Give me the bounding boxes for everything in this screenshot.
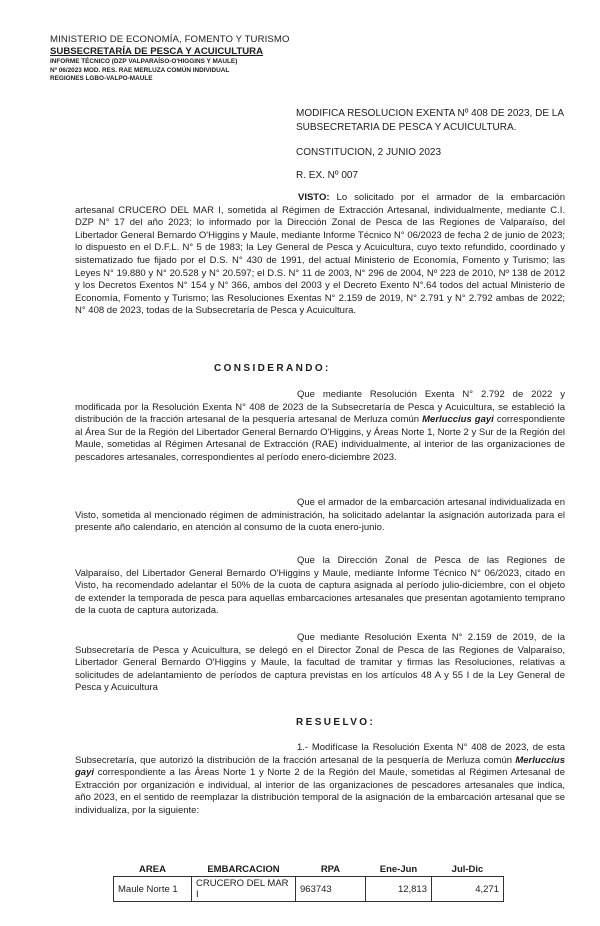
species-name: Merluccius gayi [75,754,565,779]
col-header-jul-dic: Jul-Dic [432,862,504,877]
distribution-table [113,862,504,902]
considerando-paragraph-1 [75,389,565,465]
resolution-number: R. EX. Nº 007 [296,170,359,181]
col-header-rpa: RPA [296,862,366,877]
cell-embarcacion: CRUCERO DEL MAR I [192,877,296,902]
reference-line-2: Nº 06/2023 MOD. RES. RAE MERLUZA COMÚN INDIVIDUAL [50,66,230,74]
col-header-area: AREA [114,862,192,877]
table-header-row [114,862,504,877]
cell-jul-dic: 4,271 [432,877,504,902]
resuelvo-p1-text-b: correspondiente a las Áreas Norte 1 y Norte 2 de la Región del Maule, sometidas al Régimen Artesanal de Extracción por organización e individual, al interior de las organizaciones de pescadores artesanales que indica, año 2023, en el sentido de reemplazar la distribución temporal de la asignación de la embarcación artesanal que se individualiza, por la siguiente: [75,767,565,816]
resolution-title: MODIFICA RESOLUCION EXENTA Nº 408 DE 2023, DE LA SUBSECRETARIA DE PESCA Y ACUICULTURA. [296,108,564,133]
considerando-p1-text-b: correspondiente al Área Sur de la Región del Libertador General Bernardo O'Higgins, y Áreas Norte 1, Norte 2 y Sur de la Región del Maule, sometidas al Régimen Artesanal de Extracción (RAE) individualmente, al interior de las organizaciones de pescadores artesanales, correspondientes al período enero-diciembre 2023. [75,414,565,463]
ministry-name: MINISTERIO DE ECONOMÍA, FOMENTO Y TURISMO [50,34,290,45]
visto-text: Lo solicitado por el armador de la embarcación artesanal CRUCERO DEL MAR I, sometida al Régimen de Extracción Artesanal, individualmente, mediante C.I. DZP N° 17 del año 2023; lo informado por la Dirección Zonal de Pesca de las Regiones de Valparaíso, del Libertador General Bernardo O'Higgins y Maule, mediante Informe Técnico N° 06/2023 de fecha 2 de junio de 2023; lo dispuesto en el D.F.L. N° 5 de 1983; la Ley General de Pesca y Acuicultura, cuyo texto refundido, coordinado y sistematizado fue fijado por el D.S. N° 430 de 1991, del actual Ministerio de Economía, Fomento y Turismo; las Leyes N° 19.880 y N° 20.528 y N° 20.597; el D.S. N° 11 de 2003, N° 296 de 2004, Nº 223 de 2010, Nº 138 de 2012 y los Decretos Exentos N° 154 y N° 366, ambos del 2003 y el Decreto Exento N°.64 todos del actual Ministerio de Economía, Fomento y Turismo; las Resoluciones Exentas N° 2.159 de 2019, N° 2.791 y N° 2.792 ambas de 2022; N° 408 de 2023, todas de la Subsecretaría de Pesca y Acuicultura. [75,192,565,317]
considerando-heading: CONSIDERANDO: [214,363,331,374]
document-header [50,34,350,84]
table-row [114,877,504,902]
reference-line-3: REGIONES LGBO-VALPO-MAULE [50,75,153,83]
visto-label: VISTO: [298,192,330,203]
resuelvo-heading: RESUELVO: [296,717,376,728]
resuelvo-paragraph-1 [75,742,565,818]
city-date: CONSTITUCION, 2 JUNIO 2023 [296,147,442,158]
considerando-p1-text-a: Que mediante Resolución Exenta N° 2.792 de 2022 y modificada por la Resolución Exenta N° 408 de 2023 de la Subsecretaría de Pesca y Acuicultura, se estableció la distribución de la fracción artesanal de la pesquería artesanal de Merluza común [75,389,565,426]
col-header-ene-jun: Ene-Jun [366,862,432,877]
considerando-paragraph-2: Que el armador de la embarcación artesanal individualizada en Visto, sometida al mencionado régimen de administración, ha solicitado adelantar la asignación autorizada para el presente año calendario, en atención al consumo de la cuota enero-junio. [75,497,565,534]
cell-ene-jun: 12,813 [366,877,432,902]
resuelvo-p1-text-a: 1.- Modifícase la Resolución Exenta N° 408 de 2023, de esta Subsecretaría, que autorizó la distribución de la fracción artesanal de la pesquería de Merluza común [75,742,565,766]
cell-area: Maule Norte 1 [114,877,192,902]
col-header-embarcacion: EMBARCACION [192,862,296,877]
visto-paragraph [75,192,565,318]
species-name: Merluccius gayi [422,414,494,426]
subsecretaria-name: SUBSECRETARÍA DE PESCA Y ACUICULTURA [50,46,264,57]
cell-rpa: 963743 [296,877,366,902]
reference-line-1: INFORME TÉCNICO (DZP VALPARAÍSO-O'HIGGINS Y MAULE) [50,58,238,65]
considerando-paragraph-4: Que mediante Resolución Exenta N° 2.159 de 2019, de la Subsecretaría de Pesca y Acuicultura, se delegó en el Director Zonal de Pesca de las Regiones de Valparaíso, Libertador General Bernardo O'Higgins y Maule, la facultad de tramitar y firmas las Resoluciones, relativas a solicitudes de adelantamiento de períodos de captura previstas en los artículos 48 A y 55 I de la Ley General de Pesca y Acuicultura [75,632,565,694]
considerando-paragraph-3: Que la Dirección Zonal de Pesca de las Regiones de Valparaíso, del Libertador General Bernardo O'Higgins y Maule, mediante Informe Técnico N° 06/2023, citado en Visto, ha recomendado adelantar el 50% de la cuota de captura asignada al período julio-diciembre, con el objeto de extender la temporada de pesca para aquellas embarcaciones artesanales que presentan agotamiento temprano de la cuota de captura autorizada. [75,555,565,617]
